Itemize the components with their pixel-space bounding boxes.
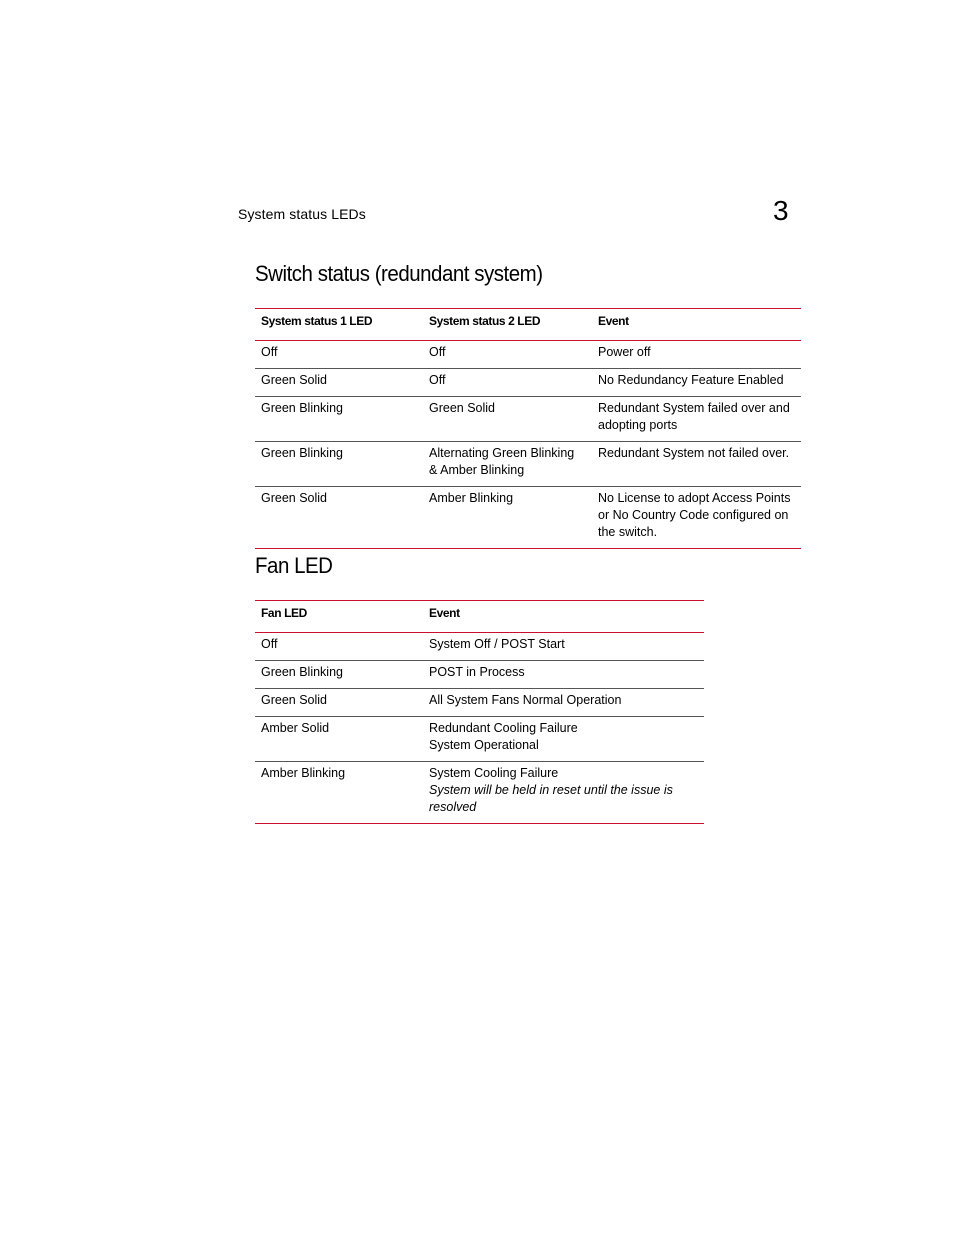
table-cell: System Off / POST Start	[423, 633, 704, 661]
event-text-line2: System Operational	[429, 738, 539, 752]
table-cell: POST in Process	[423, 661, 704, 689]
table-cell: Amber Blinking	[423, 487, 592, 549]
running-header: System status LEDs	[238, 206, 366, 222]
table-cell: No Redundancy Feature Enabled	[592, 369, 801, 397]
table-cell: Power off	[592, 341, 801, 369]
section-title-switch-status: Switch status (redundant system)	[255, 261, 543, 286]
table-row	[255, 633, 704, 661]
table-cell: Redundant System failed over and adopting ports	[592, 397, 801, 442]
column-header: System status 1 LED	[255, 309, 423, 341]
table-row	[255, 341, 801, 369]
table-cell: Green Solid	[255, 369, 423, 397]
table-cell	[423, 762, 704, 824]
table-cell: No License to adopt Access Points or No Country Code configured on the switch.	[592, 487, 801, 549]
table-cell: Amber Solid	[255, 717, 423, 762]
table-cell: Green Solid	[255, 487, 423, 549]
table-row	[255, 442, 801, 487]
table-cell: All System Fans Normal Operation	[423, 689, 704, 717]
chapter-number: 3	[773, 195, 789, 226]
table-header-row	[255, 309, 801, 341]
column-header: System status 2 LED	[423, 309, 592, 341]
table-row	[255, 717, 704, 762]
table-row	[255, 487, 801, 549]
table-cell: Redundant System not failed over.	[592, 442, 801, 487]
table-cell: Off	[255, 341, 423, 369]
table-cell: Green Blinking	[255, 661, 423, 689]
table-header-row	[255, 601, 704, 633]
table-row	[255, 369, 801, 397]
table-cell: Green Blinking	[255, 397, 423, 442]
switch-status-table	[255, 308, 801, 549]
table-row	[255, 689, 704, 717]
event-text: Redundant Cooling Failure	[429, 721, 578, 735]
table-cell: Alternating Green Blinking & Amber Blinking	[423, 442, 592, 487]
section-title-fan-led: Fan LED	[255, 553, 333, 578]
column-header: Fan LED	[255, 601, 423, 633]
column-header: Event	[423, 601, 704, 633]
table-cell: Amber Blinking	[255, 762, 423, 824]
table-row	[255, 762, 704, 824]
table-cell: Off	[423, 341, 592, 369]
fan-led-table	[255, 600, 704, 824]
table-cell: Off	[423, 369, 592, 397]
column-header: Event	[592, 309, 801, 341]
table-cell: Green Solid	[255, 689, 423, 717]
table-cell: Green Blinking	[255, 442, 423, 487]
table-row	[255, 397, 801, 442]
event-text: System Cooling Failure	[429, 766, 559, 780]
table-cell: Green Solid	[423, 397, 592, 442]
event-note: System will be held in reset until the issue is resolved	[429, 783, 673, 814]
table-cell	[423, 717, 704, 762]
table-cell: Off	[255, 633, 423, 661]
table-row	[255, 661, 704, 689]
